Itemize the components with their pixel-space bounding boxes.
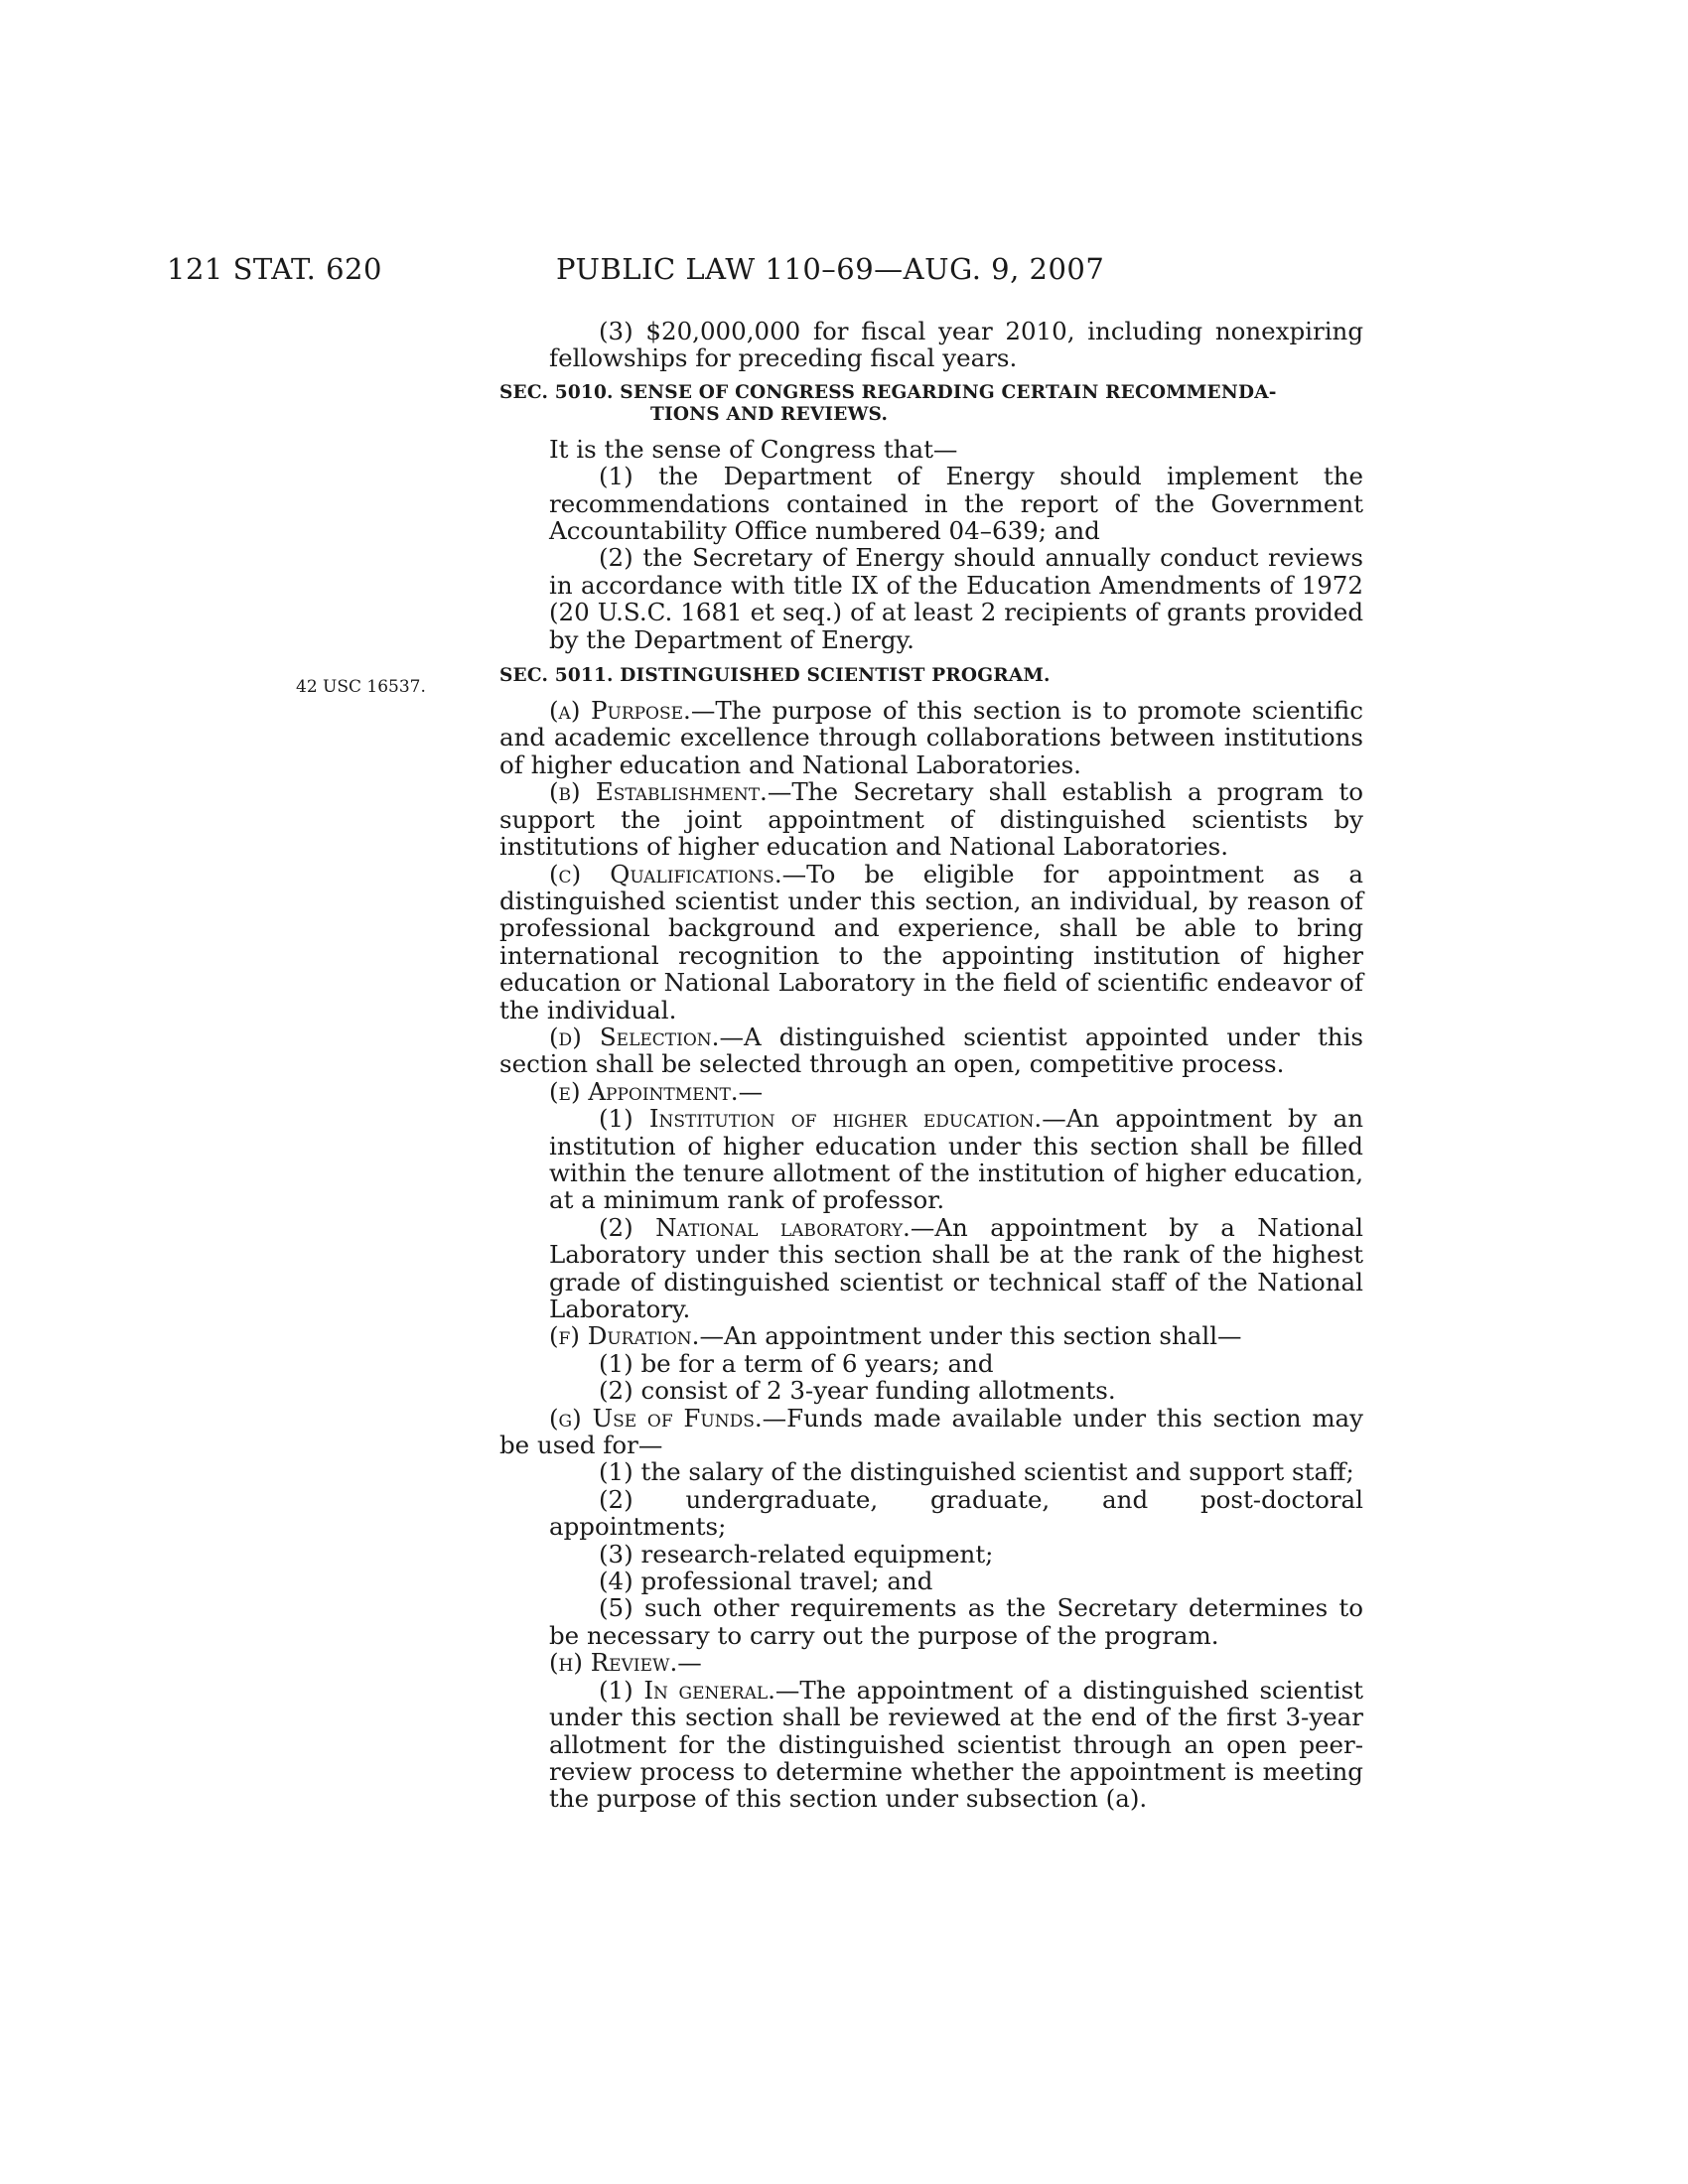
subsection-c <box>499 861 1363 1024</box>
subsection-e <box>499 1078 1363 1105</box>
paragraph-e1 <box>499 1105 1363 1214</box>
paragraph-text: —The appointment of a distinguished scientist under this section shall be reviewed at the end of the first 3-year allotment for the distinguished scientist through an open peer-review process to determine whether the appointment is meeting the purpose of this section under subsection (a). <box>549 1675 1363 1814</box>
list-item: (2) consist of 2 3-year funding allotments. <box>599 1376 1116 1406</box>
list-item: (3) research-related equipment; <box>599 1539 994 1569</box>
section-heading-line: SEC. 5011. DISTINGUISHED SCIENTIST PROGRAM. <box>499 665 1051 687</box>
running-header <box>0 252 1688 292</box>
paragraph: (1) the Department of Energy should implement the recommendations contained in the report of the Government Accountability Office numbered 04–639; and <box>549 462 1363 546</box>
subsection-g <box>499 1405 1363 1459</box>
subsection-text: —To be eligible for appointment as a distinguished scientist under this section, an individual, by reason of professional background and experience, shall be able to bring international recognition to the appointing institution of higher education or National Laboratory in the field of scientific endeavor of the individual. <box>499 859 1363 1024</box>
subsection-heading: (c) Qualifications. <box>549 859 782 888</box>
subsection-text: —The Secretary shall establish a program to support the joint appointment of distinguished scientists by institutions of higher education and National Laboratories. <box>499 777 1363 862</box>
paragraph-heading: (2) National laboratory. <box>599 1212 911 1242</box>
paragraph-h1 <box>499 1677 1363 1813</box>
paragraph-text: —An appointment by an institution of higher education under this section shall be filled within the tenure allotment of the institution of higher education, at a minimum rank of professor. <box>549 1104 1363 1215</box>
subsection-f <box>499 1322 1363 1349</box>
list-item: (4) professional travel; and <box>599 1567 933 1596</box>
subsection-heading: (h) Review.— <box>549 1648 702 1678</box>
list-item: (2) undergraduate, graduate, and post-doctoral appointments; <box>549 1484 1363 1542</box>
list-item: (5) such other requirements as the Secretary determines to be necessary to carry out the purpose of the program. <box>549 1593 1363 1650</box>
subsection-heading: (e) Appointment.— <box>549 1076 764 1106</box>
subsection-heading: (a) Purpose. <box>549 696 691 726</box>
page-citation: 121 STAT. 620 <box>167 252 382 286</box>
subsection-b <box>499 778 1363 860</box>
paragraph-heading: (1) Institution of higher education. <box>599 1104 1043 1134</box>
paragraph-text: —An appointment by a National Laboratory under this section shall be at the rank of the highest grade of distinguished scientist or technical staff of the National Laboratory. <box>549 1212 1363 1323</box>
paragraph-heading: (1) In general. <box>599 1675 775 1705</box>
section-heading-5011 <box>499 665 1363 687</box>
subsection-heading: (b) Establishment. <box>549 777 768 807</box>
subsection-a <box>499 697 1363 778</box>
subsection-heading: (d) Selection. <box>549 1022 720 1051</box>
section-heading-line: TIONS AND REVIEWS. <box>650 403 889 425</box>
paragraph: It is the sense of Congress that— <box>549 434 958 464</box>
document-body <box>499 318 1363 1813</box>
running-title: PUBLIC LAW 110–69—AUG. 9, 2007 <box>556 252 1105 286</box>
section-heading-line: SEC. 5010. SENSE OF CONGRESS REGARDING CERTAIN RECOMMENDA- <box>499 381 1277 403</box>
subsection-text: —An appointment under this section shall— <box>699 1321 1242 1351</box>
paragraph-e2 <box>499 1214 1363 1323</box>
subsection-text: —Funds made available under this section may be used for— <box>499 1403 1363 1460</box>
margin-citation: 42 USC 16537. <box>296 677 426 697</box>
subsection-text: —A distinguished scientist appointed under this section shall be selected through an open, competitive process. <box>499 1022 1363 1079</box>
list-item: (1) the salary of the distinguished scientist and support staff; <box>599 1457 1354 1487</box>
paragraph: (2) the Secretary of Energy should annually conduct reviews in accordance with title IX of the Education Amendments of 1972 (20 U.S.C. 1681 et seq.) of at least 2 recipients of grants provided by the Department of Energy. <box>549 543 1363 654</box>
subsection-heading: (g) Use of Funds. <box>549 1403 763 1433</box>
section-heading-5010 <box>499 382 1363 426</box>
subsection-heading: (f) Duration. <box>549 1321 700 1351</box>
paragraph: (3) $20,000,000 for fiscal year 2010, including nonexpiring fellowships for preceding fiscal years. <box>549 317 1363 373</box>
subsection-h <box>499 1649 1363 1676</box>
list-item: (1) be for a term of 6 years; and <box>599 1348 994 1378</box>
subsection-text: —The purpose of this section is to promote scientific and academic excellence through collaborations between institutions of higher education and National Laboratories. <box>499 696 1363 779</box>
subsection-d <box>499 1024 1363 1078</box>
